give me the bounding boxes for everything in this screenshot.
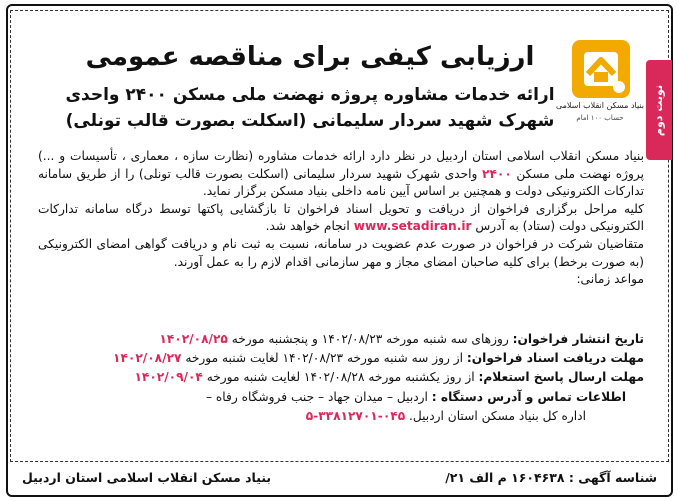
footer-org: بنیاد مسکن انقلاب اسلامی استان اردبیل (22, 469, 272, 485)
housing-foundation-logo-icon (570, 38, 632, 100)
schedule-list (40, 330, 644, 426)
schedule-item: مهلت ارسال پاسخ استعلام: از روز یکشنبه مورخه ۱۴۰۲/۰۸/۲۸ لغایت شنبه مورخه ۱۴۰۲/۰۹/۰۴ (134, 370, 644, 385)
schedule-item: تاریخ انتشار فراخوان: روزهای سه شنبه مورخه ۱۴۰۲/۰۸/۲۳ و پنجشنبه مورخه ۱۴۰۲/۰۸/۲۵ (159, 332, 644, 346)
phone-number: ۰۴۵-۳۳۸۱۲۷۰۱-۵ (305, 408, 406, 423)
paragraph-3: متقاضیان شرکت در فراخوان در صورت عدم عضویت در سامانه، نسبت به ثبت نام و دریافت گواهی امضای الکترونیکی (به صورت برخط) برای کلیه صاحبان امضای مجاز و مهر سازمانی اقدام لازم را به عمل آورند. (38, 236, 644, 269)
round-badge-label: نوبت دوم (652, 84, 666, 136)
subtitle-line-2: شهرک شهید سردار سلیمانی (اسکلت بصورت قالب تونلی) (65, 111, 555, 131)
contact-address: اداره کل بنیاد مسکن استان اردبیل. ۰۴۵-۳۳۸۱۲۷۰۱-۵ (305, 408, 586, 423)
logo-org-name: بنیاد مسکن انقلاب اسلامی (555, 101, 645, 110)
contact-info: اطلاعات تماس و آدرس دستگاه : اردبیل – میدان جهاد – جنب فروشگاه رفاه – (205, 389, 626, 404)
schedule-item: مهلت دریافت اسناد فراخوان: از روز سه شنبه مورخه ۱۴۰۲/۰۸/۲۳ لغایت شنبه مورخه ۱۴۰۲/۰۸/۲۷ (113, 351, 644, 366)
units-number: ۲۴۰۰ (482, 166, 512, 181)
ad-body (38, 148, 644, 289)
paragraph-1: بنیاد مسکن انقلاب اسلامی استان اردبیل در نظر دارد ارائه خدمات مشاوره (نظارت سازه ، معماری ، تأسیسات و ...) پروژه نهضت ملی مسکن ۲۴۰۰ واحدی شهرک شهید سردار سلیمانی (اسکلت بصورت قالب تونلی) را از طریق سامانه تدارکات الکترونیکی دولت و همچنین بر اساس آیین نامه داخلی بنیاد مسکن برگزار نماید. (38, 149, 645, 199)
ad-footer (10, 462, 669, 492)
ad-title: ارزیابی کیفی برای مناقصه عمومی (85, 42, 535, 72)
subtitle-line-1: ارائه خدمات مشاوره پروژه نهضت ملی مسکن ۲۴۰۰ واحدی (65, 85, 555, 105)
setad-url-link[interactable]: www.setadiran.ir (353, 219, 472, 234)
ad-subtitle (60, 82, 560, 134)
schedule-heading: مواعد زمانی: (576, 272, 644, 287)
paragraph-2: کلیه مراحل برگزاری فراخوان از دریافت و تحویل اسناد فراخوان تا بازگشایی پاکتها توسط درگاه سامانه تدارکات الکترونیکی دولت (ستاد) به آدرس www.setadiran.ir انجام خواهد شد. (38, 201, 644, 234)
logo-org-sub: حساب ۱۰۰ امام (576, 114, 624, 122)
ad-id: شناسه آگهی : ۱۶۰۴۶۳۸ م الف ۲۱/ (445, 469, 657, 485)
